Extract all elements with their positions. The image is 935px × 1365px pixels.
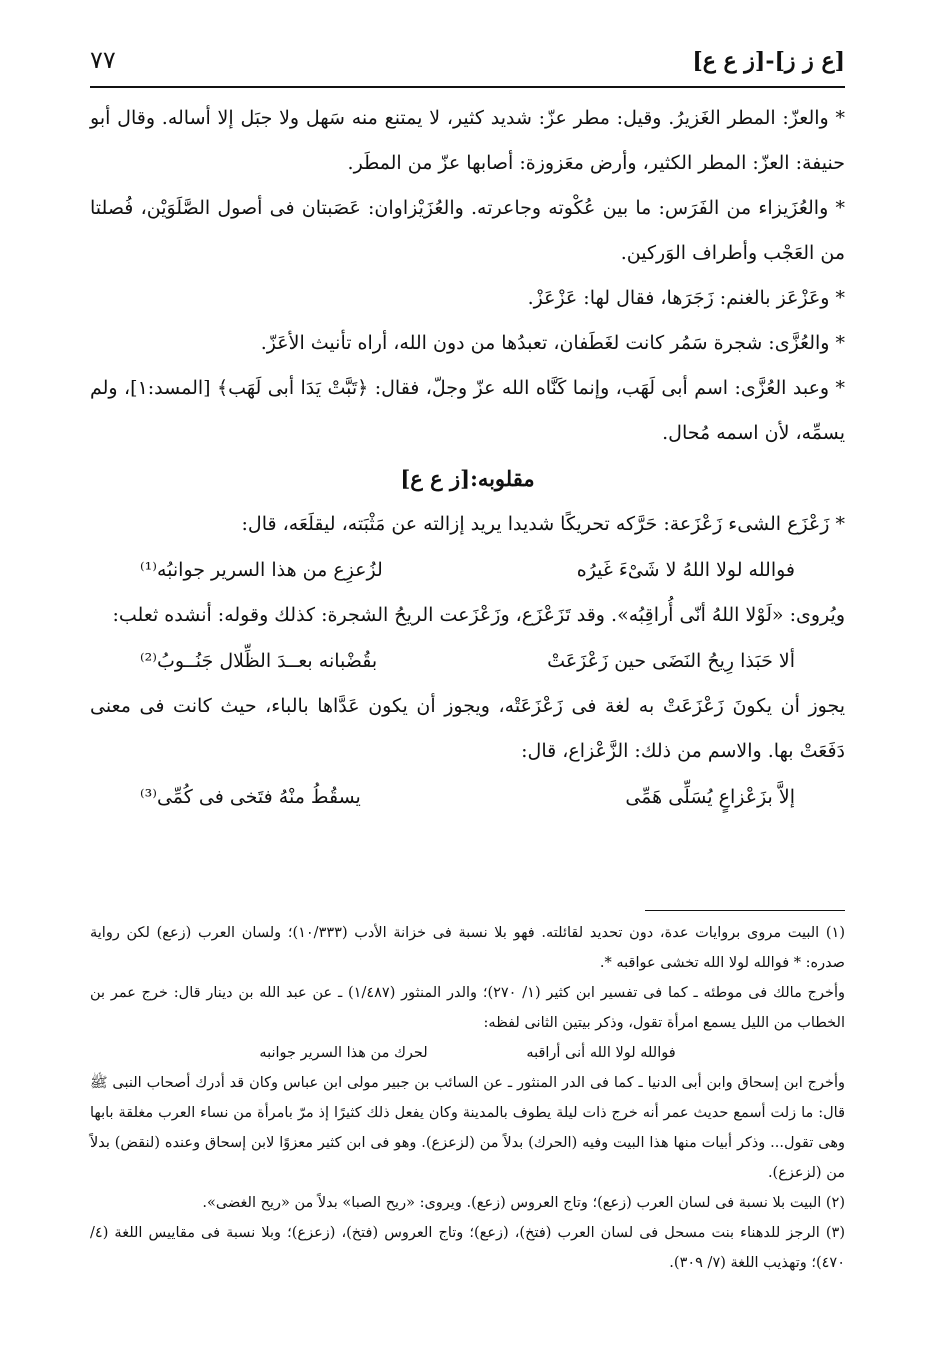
footnote-verse [90,1038,845,1068]
verse-first-hemistich: إلاَّ بزَعْزاعٍ يُسَلِّى هَمِّى [625,786,795,808]
running-title: [ع ز ز]-[ز ع ع] [692,48,845,74]
verse-second-hemistich: يسقُطُ منْهُ فتَخى فى كُمِّى⁽³⁾ [140,786,361,808]
poetry-verse [90,638,845,684]
entry-paragraph: * والعُزَيزاء من الفَرَس: ما بين عُكْوته وجاعرته. والعُزَيْزاوان: عَصَبتان فى أصول الصَّلَوَيْن، فُصلتا من العَجْب وأطراف الوَركين. [90,197,845,264]
footnotes [90,918,845,1278]
verse-second-hemistich: بقُضْبانه بعــدَ الظِّلال جَنُــوبُ⁽²⁾ [140,650,378,672]
entry-paragraph: * وعَزْعَز بالغنم: زَجَرَها، فقال لها: عَزْعَزْ. [527,287,845,309]
entry-paragraph: * والعزّ: المطر الغَزيرُ. وقيل: مطر عزّ: شديد كثير، لا يمتنع منه سَهل ولا جبَل إلا أساله. وقال أبو حنيفة: العزّ: المطر الكثير، وأرض معَزوزة: أصابها عزّ من المطَر. [90,107,845,174]
entry-paragraph: * وعبد العُزَّى: اسم أبى لَهَب، وإنما كَنَّاه الله عزّ وجلّ، فقال: ﴿تَبَّتْ يَدَا أبى لَهَب﴾ [المسد:١]، ولم يسمِّه، لأن اسمه مُحال. [90,377,845,444]
footnote: (٣) الرجز للدهناء بنت مسحل فى لسان العرب (فتخ)، (زعع)؛ وتاج العروس (فتخ)، (زعزع)؛ وبلا نسبة فى مقاييس اللغة (٤/ ٤٧٠)؛ وتهذيب اللغة (٧/ ٣٠٩). [90,1225,845,1271]
poetry-verse [90,774,845,820]
page-header [90,40,845,80]
entry-paragraph: * والعُزَّى: شجرة سَمُر كانت لغَطَفان، تعبدُها من دون الله، أراه تأنيث الأعَزّ. [260,332,845,354]
footnote-verse-second: لحرك من هذا السرير جوانبه [259,1045,428,1061]
entry-paragraph: يجوز أن يكونَ زَعْزَعَتْ به لغة فى زَعْزَعَتْه، ويجوز أن يكون عَدَّاها بالباء، حيث كانت فى معنى دَفَعَتْ بها. والاسم من ذلك: الزَّعْزاع، قال: [90,695,845,762]
verse-second-hemistich: لزُعزِع من هذا السرير جوانبُه⁽¹⁾ [140,559,383,581]
entry-paragraph: ويُروى: «لَوْلا اللهُ أنّى أُراقِبُه». وقد تَزَعْزَع، وزَعْزَعت الريحُ الشجرة: كذلك وقوله: أنشده ثعلب: [112,604,845,626]
main-text [90,96,845,820]
footnote: (٢) البيت بلا نسبة فى لسان العرب (زعع)؛ وتاج العروس (زعع). ويروى: «ريح الصبا» بدلاً من «ريح الغضى». [202,1195,845,1211]
entry-paragraph: * زَعْزَع الشىء زَعْزَعة: حَرَّكه تحريكًا شديدا يريد إزالته عن مَثْبَته، ليقلَعَه، قال: [241,513,845,535]
page-number: ٧٧ [90,46,116,74]
footnote-verse-first: فوالله لولا الله أنى أراقبه [526,1045,676,1061]
verse-first-hemistich: ألا حَبَذا رِيحُ النَضَى حين زَعْزَعَتْ [547,650,795,672]
footnote-continuation: وأخرج ابن إسحاق وابن أبى الدنيا ـ كما فى الدر المنثور ـ عن السائب بن جبير مولى ابن عباس وكان قد أدرك أصحاب النبى ﷺ قال: ما زلت أسمع حديث عمر أنه خرج ذات ليلة يطوف بالمدينة وكان يفعل ذلك كثيرًا إذ مرّ بامرأة من نساء العرب مغلقة بابها وهى تقول... وذكر أبيات منها هذا البيت وفيه (الحرك) بدلاً من (لزعزع). وهو فى ابن كثير معزوًا لابن إسحاق وعنده (لنقض) بدلاً من (لزعزع). [90,1075,845,1181]
footnote-continuation: وأخرج مالك فى موطئه ـ كما فى تفسير ابن كثير (١/ ٢٧٠)؛ والدر المنثور (١/٤٨٧) ـ عن عبد الله بن دينار قال: خرج عمر بن الخطاب من الليل يسمع امرأة تقول، وذكر بيتين الثانى لفظه: [90,985,845,1031]
section-heading: مقلوبه:[ز ع ع] [400,466,535,491]
footnote: (١) البيت مروى بروايات عدة، دون تحديد لقائلته. فهو بلا نسبة فى خزانة الأدب (١٠/٣٣٣)؛ ولسان العرب (زعع) لكن رواية صدره: * فوالله لولا الله تخشى عواقبه *. [90,925,845,971]
header-rule [90,86,845,88]
poetry-verse [90,547,845,593]
footnote-rule [645,910,845,911]
verse-first-hemistich: فوالله لولا اللهُ لا شَىْءَ غَيرُه [576,559,795,581]
